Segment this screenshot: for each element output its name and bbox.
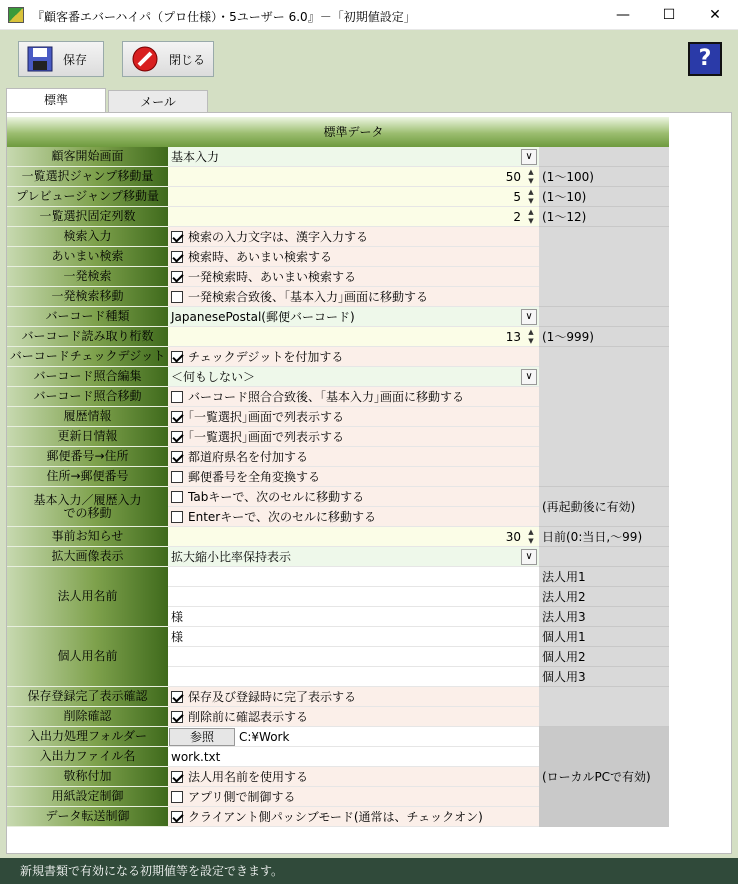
- help-icon[interactable]: ?: [688, 42, 722, 76]
- checkbox-label: 郵便番号を全角変換する: [188, 470, 321, 484]
- checkbox-label: Tabキーで、次のセルに移動する: [188, 490, 365, 504]
- row-label: バーコード照合移動: [7, 387, 168, 407]
- close-button-label: 閉じる: [169, 52, 206, 67]
- settings-panel: [6, 112, 732, 854]
- app-icon: [8, 7, 24, 23]
- delete-confirm-checkbox[interactable]: [168, 707, 539, 727]
- add-prefecture-checkbox[interactable]: [168, 447, 539, 467]
- barcode-type-select[interactable]: [168, 307, 539, 327]
- passive-mode-checkbox[interactable]: [168, 807, 539, 827]
- checkbox-label: 検索の入力文字は、漢字入力する: [188, 230, 369, 244]
- row-label: 履歴情報: [7, 407, 168, 427]
- stepper-value: 2: [513, 209, 521, 224]
- chevron-down-icon[interactable]: ∨: [521, 369, 537, 385]
- checkbox-label: 一発検索合致後、｢基本入力｣画面に移動する: [188, 290, 429, 304]
- stepper-value: 30: [505, 529, 521, 544]
- row-label: 敬称付加: [7, 767, 168, 787]
- tab-standard[interactable]: 標準: [6, 88, 106, 112]
- minimize-button[interactable]: —: [616, 7, 630, 23]
- stepper-value: 50: [505, 169, 521, 184]
- range-note: 日前(0:当日,～99): [539, 527, 669, 547]
- checkbox-unchecked-icon[interactable]: [171, 491, 183, 503]
- enter-move-checkbox[interactable]: [168, 507, 539, 527]
- row-label: 検索入力: [7, 227, 168, 247]
- row-label: 法人用名前: [7, 567, 168, 627]
- checkbox-label: 法人用名前を使用する: [188, 770, 309, 784]
- range-note: (1～12): [539, 207, 669, 227]
- row-label: バーコード照合編集: [7, 367, 168, 387]
- spin-arrows-icon[interactable]: ▲ ▼: [528, 208, 534, 225]
- checkbox-checked-icon[interactable]: [171, 251, 183, 263]
- row-label: データ転送制御: [7, 807, 168, 827]
- row-label: 一発検索移動: [7, 287, 168, 307]
- checkbox-label: ｢一覧選択｣画面で列表示する: [188, 410, 345, 424]
- row-label: 一覧選択ジャンプ移動量: [7, 167, 168, 187]
- row-label: 削除確認: [7, 707, 168, 727]
- status-bar: 新規書類で有効になる初期値等を設定できます。: [0, 858, 738, 884]
- note-cell: [539, 307, 669, 327]
- select-value: ＜何もしない＞: [171, 370, 256, 384]
- io-folder-field: [168, 727, 539, 747]
- range-note: (1～100): [539, 167, 669, 187]
- zoom-image-select[interactable]: [168, 547, 539, 567]
- grid-header-left: [7, 117, 168, 147]
- chevron-down-icon[interactable]: ∨: [521, 309, 537, 325]
- checkbox-label: 一発検索時、あいまい検索する: [188, 270, 357, 284]
- save-button[interactable]: [18, 41, 104, 77]
- update-date-column-checkbox[interactable]: [168, 427, 539, 447]
- checkbox-checked-icon[interactable]: [171, 811, 183, 823]
- person-name-2-note: 個人用2: [539, 647, 669, 667]
- close-button[interactable]: [122, 41, 214, 77]
- barcode-match-edit-select[interactable]: [168, 367, 539, 387]
- checkbox-checked-icon[interactable]: [171, 451, 183, 463]
- spin-arrows-icon[interactable]: ▲ ▼: [528, 528, 534, 545]
- corp-name-1-note: 法人用1: [539, 567, 669, 587]
- save-button-label: 保存: [63, 52, 88, 67]
- io-filename-input[interactable]: work.txt: [168, 747, 539, 767]
- app-body: [0, 30, 738, 884]
- person-name-2-input[interactable]: [168, 647, 539, 667]
- stepper-value: 13: [505, 329, 521, 344]
- corp-name-1-input[interactable]: [168, 567, 539, 587]
- spin-arrows-icon[interactable]: ▲ ▼: [528, 328, 534, 345]
- row-label: 拡大画像表示: [7, 547, 168, 567]
- corp-name-2-note: 法人用2: [539, 587, 669, 607]
- advance-notice-stepper[interactable]: [168, 527, 539, 547]
- local-pc-note: (ローカルPCで有効): [539, 727, 669, 827]
- paper-control-checkbox[interactable]: [168, 787, 539, 807]
- checkbox-unchecked-icon[interactable]: [171, 471, 183, 483]
- row-label: [7, 487, 168, 527]
- zip-fullwidth-checkbox[interactable]: [168, 467, 539, 487]
- checkbox-checked-icon[interactable]: [171, 271, 183, 283]
- checkbox-checked-icon[interactable]: [171, 711, 183, 723]
- kanji-search-checkbox[interactable]: [168, 227, 539, 247]
- corp-name-3-note: 法人用3: [539, 607, 669, 627]
- chevron-down-icon[interactable]: ∨: [521, 549, 537, 565]
- row-label: 用紙設定制御: [7, 787, 168, 807]
- row-label: 郵便番号→住所: [7, 447, 168, 467]
- checkbox-label: バーコード照合合致後、｢基本入力｣画面に移動する: [188, 390, 465, 404]
- person-name-1-input[interactable]: 様: [168, 627, 539, 647]
- checkbox-label: 保存及び登録時に完了表示する: [188, 690, 357, 704]
- checkbox-checked-icon[interactable]: [171, 411, 183, 423]
- fixed-columns-stepper[interactable]: [168, 207, 539, 227]
- row-label: 個人用名前: [7, 627, 168, 687]
- restart-note: (再起動後に有効): [539, 487, 669, 527]
- row-label: 入出力ファイル名: [7, 747, 168, 767]
- customer-start-screen-select[interactable]: [168, 147, 539, 167]
- row-label: 一発検索: [7, 267, 168, 287]
- close-circle-icon: [131, 45, 159, 73]
- checkbox-label: 検索時、あいまい検索する: [188, 250, 333, 264]
- row-label: 住所→郵便番号: [7, 467, 168, 487]
- corp-name-3-input[interactable]: 様: [168, 607, 539, 627]
- tab-move-checkbox[interactable]: [168, 487, 539, 507]
- checkbox-label: 都道府県名を付加する: [188, 450, 309, 464]
- title-bar: [0, 0, 738, 30]
- row-label: 保存登録完了表示確認: [7, 687, 168, 707]
- checkbox-label: 削除前に確認表示する: [188, 710, 309, 724]
- row-label: 事前お知らせ: [7, 527, 168, 547]
- corp-name-2-input[interactable]: [168, 587, 539, 607]
- chevron-down-icon[interactable]: ∨: [521, 149, 537, 165]
- checkbox-checked-icon[interactable]: [171, 351, 183, 363]
- checkbox-unchecked-icon[interactable]: [171, 391, 183, 403]
- window-title: 『顧客番エバーハイパ（プロ仕様）・5ユーザー 6.0』－「初期値設定」: [32, 10, 416, 24]
- checkbox-unchecked-icon[interactable]: [171, 791, 183, 803]
- note-cell: [539, 227, 669, 307]
- stepper-value: 5: [513, 189, 521, 204]
- row-label: 顧客開始画面: [7, 147, 168, 167]
- io-folder-input[interactable]: C:¥Work: [239, 729, 290, 744]
- row-label: バーコードチェックデジット: [7, 347, 168, 367]
- checkbox-label: ｢一覧選択｣画面で列表示する: [188, 430, 345, 444]
- checkbox-checked-icon[interactable]: [171, 771, 183, 783]
- select-value: 基本入力: [171, 150, 220, 164]
- row-label: バーコード読み取り桁数: [7, 327, 168, 347]
- row-label: あいまい検索: [7, 247, 168, 267]
- spin-arrows-icon[interactable]: ▲ ▼: [528, 188, 534, 205]
- save-complete-checkbox[interactable]: [168, 687, 539, 707]
- note-cell: [539, 347, 669, 487]
- row-label: バーコード種類: [7, 307, 168, 327]
- grid-header: 標準データ: [168, 117, 539, 147]
- quick-search-checkbox[interactable]: [168, 267, 539, 287]
- checkbox-label: Enterキーで、次のセルに移動する: [188, 510, 376, 524]
- floppy-disk-icon: [27, 46, 53, 72]
- range-note: (1～10): [539, 187, 669, 207]
- checkbox-unchecked-icon[interactable]: [171, 511, 183, 523]
- check-digit-checkbox[interactable]: [168, 347, 539, 367]
- maximize-button[interactable]: ☐: [662, 7, 676, 23]
- checkbox-label: チェックデジットを付加する: [188, 350, 344, 364]
- checkbox-checked-icon[interactable]: [171, 431, 183, 443]
- row-label-line2: での移動: [63, 505, 112, 520]
- history-column-checkbox[interactable]: [168, 407, 539, 427]
- checkbox-checked-icon[interactable]: [171, 231, 183, 243]
- select-value: JapanesePostal(郵便バーコード): [171, 310, 355, 324]
- note-cell: [539, 547, 669, 567]
- grid-header-right: [539, 117, 669, 147]
- checkbox-label: クライアント側パッシブモード(通常は、チェックオン): [188, 810, 483, 824]
- row-label: 更新日情報: [7, 427, 168, 447]
- select-value: 拡大縮小比率保持表示: [171, 550, 292, 564]
- close-window-button[interactable]: ✕: [709, 7, 721, 23]
- row-label-line1: 基本入力／履歴入力: [33, 492, 142, 507]
- fuzzy-search-checkbox[interactable]: [168, 247, 539, 267]
- row-label: プレビュージャンプ移動量: [7, 187, 168, 207]
- checkbox-unchecked-icon[interactable]: [171, 291, 183, 303]
- person-name-3-note: 個人用3: [539, 667, 669, 687]
- barcode-digits-stepper[interactable]: [168, 327, 539, 347]
- browse-button[interactable]: 参照: [169, 728, 235, 746]
- barcode-match-move-checkbox[interactable]: [168, 387, 539, 407]
- row-label: 入出力処理フォルダー: [7, 727, 168, 747]
- range-note: (1～999): [539, 327, 669, 347]
- note-cell: [539, 147, 669, 167]
- row-label: 一覧選択固定列数: [7, 207, 168, 227]
- list-jump-stepper[interactable]: [168, 167, 539, 187]
- checkbox-label: アプリ側で制御する: [188, 790, 296, 804]
- person-name-3-input[interactable]: [168, 667, 539, 687]
- tab-mail[interactable]: メール: [108, 90, 208, 112]
- person-name-1-note: 個人用1: [539, 627, 669, 647]
- honorific-checkbox[interactable]: [168, 767, 539, 787]
- note-cell: [539, 687, 669, 727]
- quick-search-move-checkbox[interactable]: [168, 287, 539, 307]
- checkbox-checked-icon[interactable]: [171, 691, 183, 703]
- spin-arrows-icon[interactable]: ▲ ▼: [528, 168, 534, 185]
- preview-jump-stepper[interactable]: [168, 187, 539, 207]
